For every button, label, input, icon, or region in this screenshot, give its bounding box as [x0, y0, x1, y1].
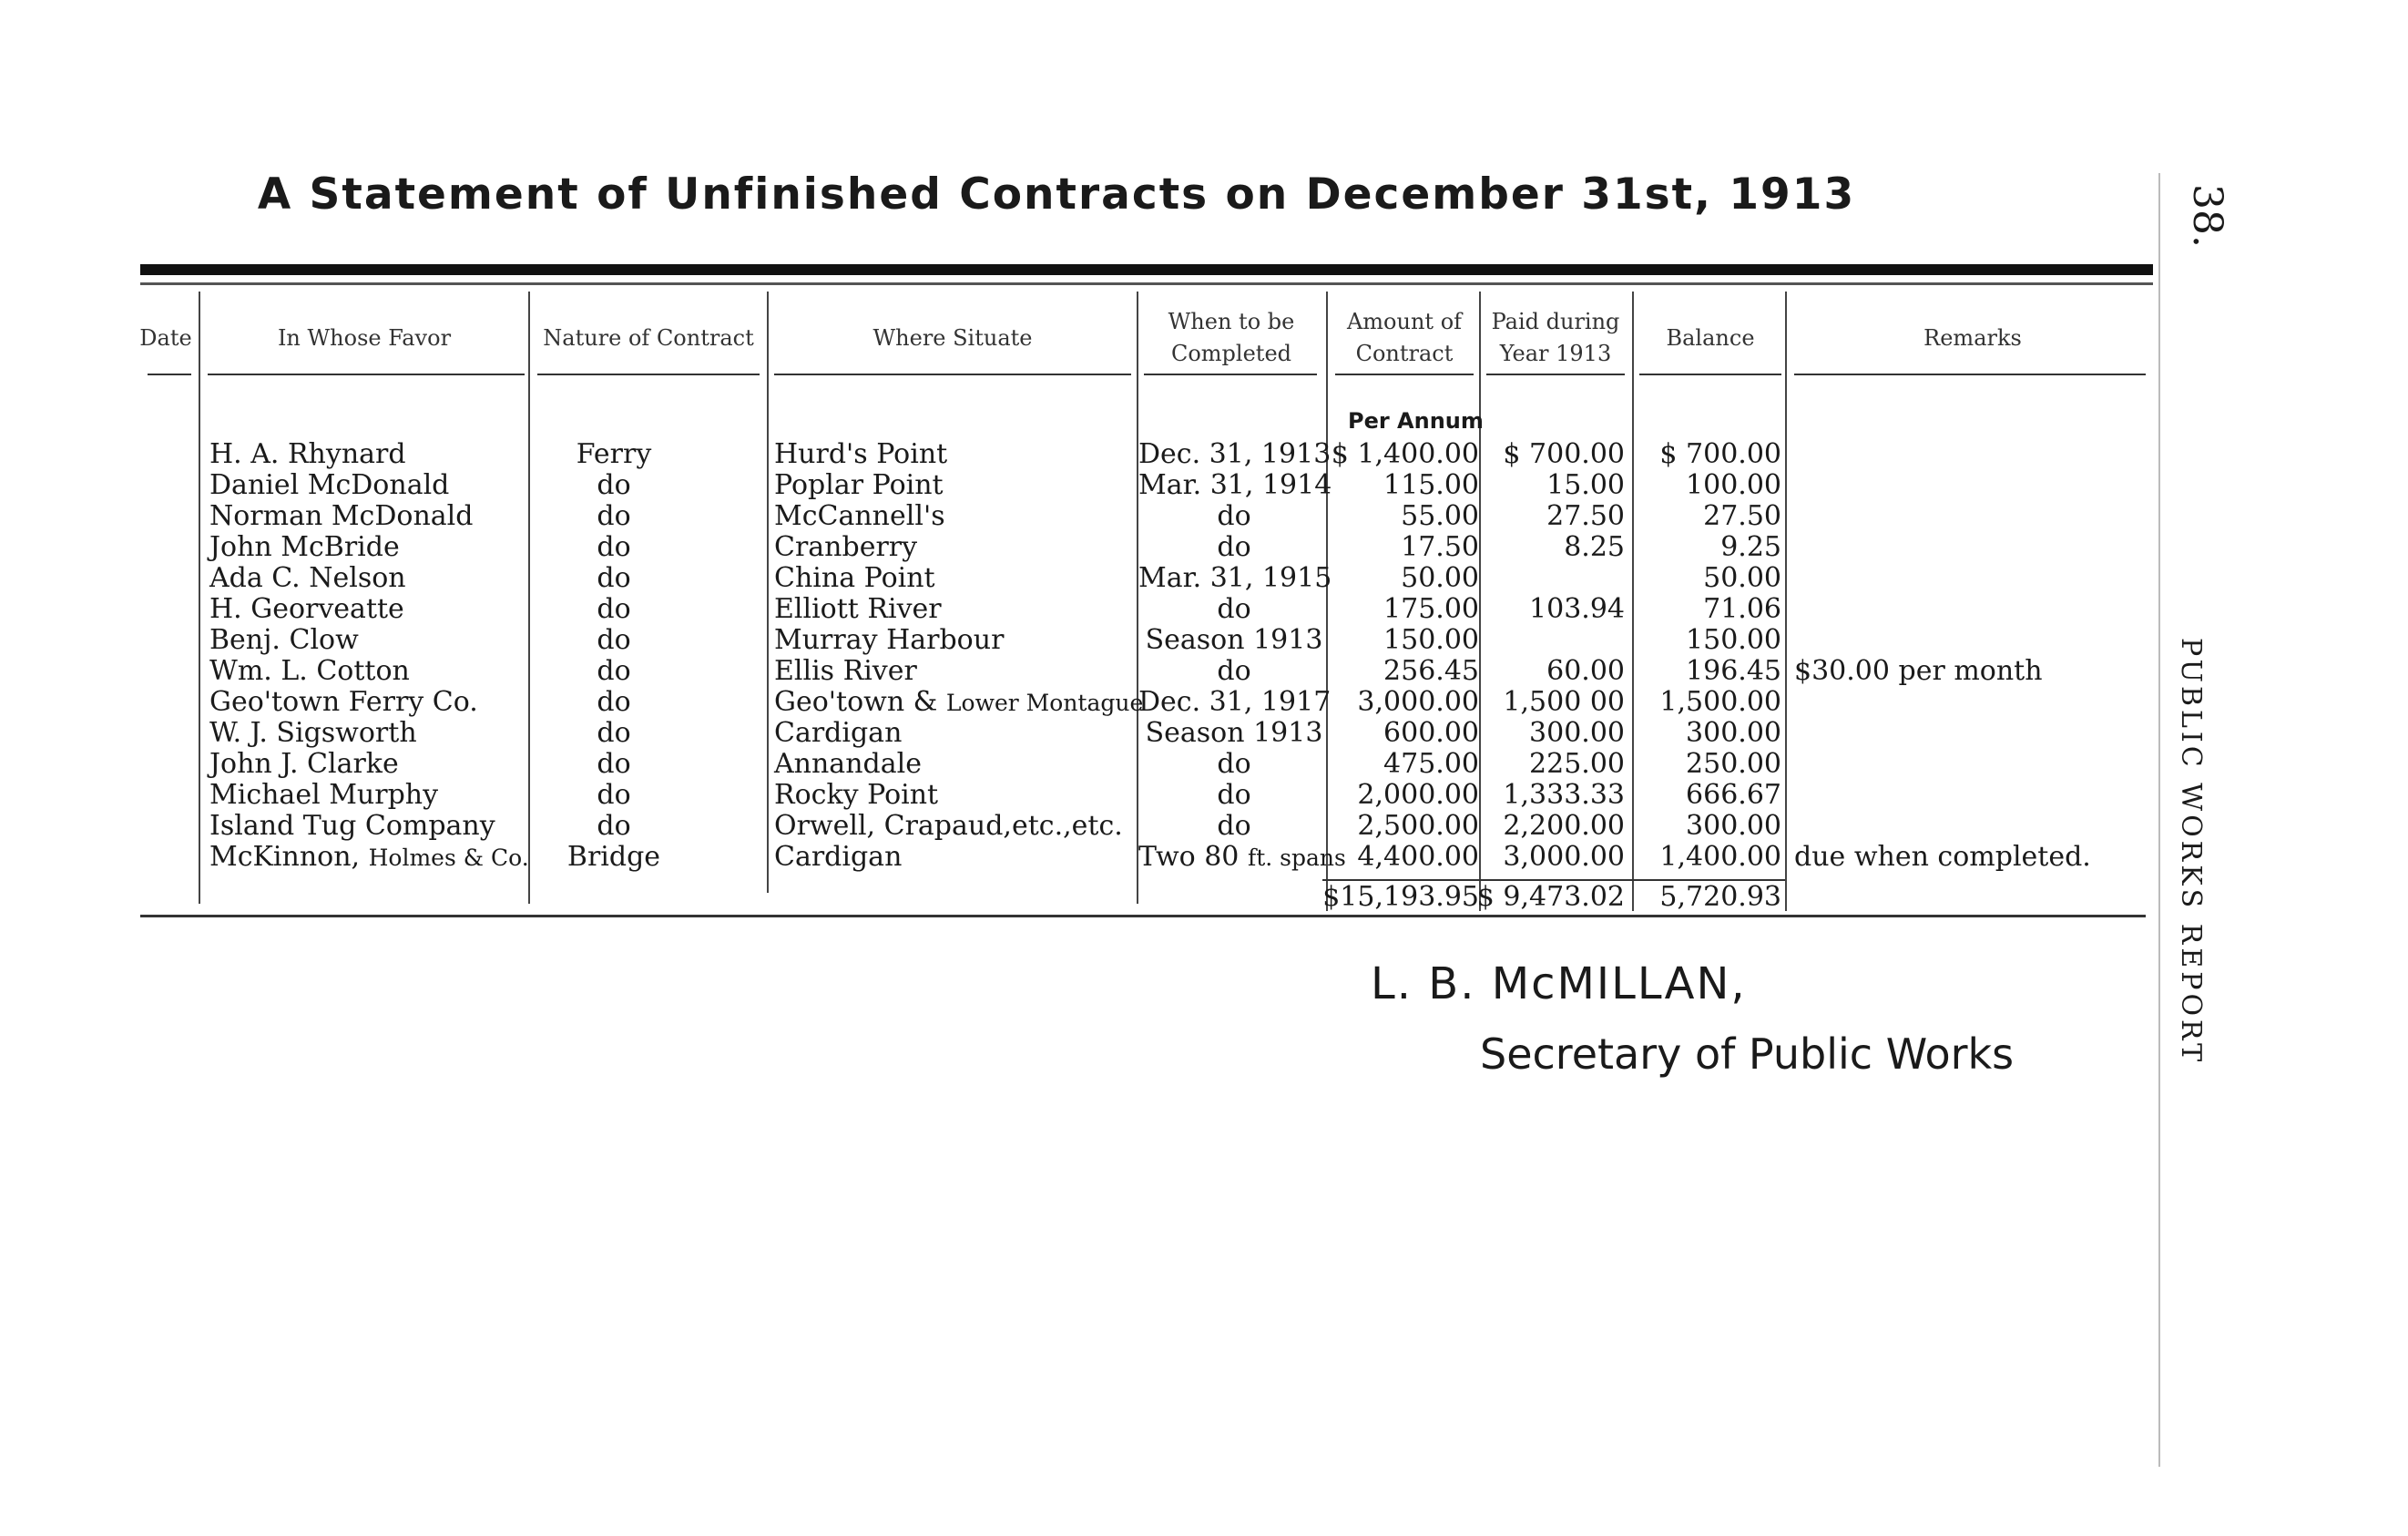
cell-balance: 9.25 — [1720, 531, 1781, 563]
cell-amount: 115.00 — [1383, 469, 1479, 501]
cell-favor — [209, 842, 529, 873]
cell-when-text-small: ft. spans — [1247, 845, 1346, 871]
cell-when: do — [1217, 748, 1251, 780]
cell-when: Dec. 31, 1913 — [1138, 438, 1332, 470]
cell-balance: 1,400.00 — [1659, 841, 1781, 873]
cell-nature: do — [597, 469, 631, 501]
cell-paid: 300.00 — [1529, 717, 1625, 749]
header-underline — [208, 374, 525, 375]
cell-amount: $ 1,400.00 — [1331, 438, 1479, 470]
cell-favor-text-small: Holmes & Co. — [368, 845, 529, 871]
cell-nature: do — [597, 717, 631, 749]
cell-amount: 50.00 — [1401, 562, 1479, 594]
header-underline — [1144, 374, 1317, 375]
cell-nature: do — [597, 562, 631, 594]
header-favor: In Whose Favor — [277, 324, 452, 351]
cell-where: China Point — [774, 562, 935, 594]
cell-where: Ellis River — [774, 655, 917, 687]
column-separator — [1632, 292, 1634, 911]
page-number: 38. — [2184, 184, 2230, 248]
cell-favor: Ada C. Nelson — [209, 562, 406, 594]
cell-favor: Daniel McDonald — [209, 469, 450, 501]
cell-balance: 250.00 — [1686, 748, 1781, 780]
cell-paid: 3,000.00 — [1503, 841, 1625, 873]
header-underline — [774, 374, 1131, 375]
cell-favor: Michael Murphy — [209, 779, 439, 811]
cell-nature: Bridge — [566, 841, 661, 873]
header-underline — [1639, 374, 1781, 375]
cell-where: Hurd's Point — [774, 438, 948, 470]
signature-title: Secretary of Public Works — [1480, 1029, 2015, 1079]
cell-when-text: Two 80 — [1138, 841, 1248, 873]
cell-nature: Ferry — [576, 438, 652, 470]
cell-nature: do — [597, 593, 631, 625]
total-paid: $ 9,473.02 — [1476, 881, 1625, 913]
column-separator — [767, 292, 769, 893]
column-separator — [1785, 292, 1787, 911]
cell-where: Murray Harbour — [774, 624, 1005, 656]
cell-favor: H. Georveatte — [209, 593, 404, 625]
cell-balance: 50.00 — [1703, 562, 1781, 594]
cell-favor: Wm. L. Cotton — [209, 655, 410, 687]
header-underline — [1335, 374, 1474, 375]
cell-where — [774, 687, 1143, 718]
cell-paid: 1,500 00 — [1503, 686, 1625, 718]
cell-when: do — [1217, 655, 1251, 687]
cell-where: Annandale — [774, 748, 922, 780]
cell-paid: 1,333.33 — [1503, 779, 1625, 811]
cell-amount: 17.50 — [1401, 531, 1479, 563]
per-annum-label: Per Annum — [1348, 408, 1484, 434]
cell-nature: do — [597, 624, 631, 656]
header-underline — [148, 374, 191, 375]
cell-when — [1138, 841, 1346, 873]
cell-balance: 27.50 — [1703, 500, 1781, 532]
page-edge-rule — [2158, 173, 2160, 1467]
cell-favor: Norman McDonald — [209, 500, 474, 532]
cell-amount: 2,500.00 — [1357, 810, 1479, 842]
page-title: A Statement of Unfinished Contracts on December 31st, 1913 — [257, 169, 1856, 220]
cell-balance: 150.00 — [1686, 624, 1781, 656]
column-separator — [528, 292, 530, 904]
header-remarks: Remarks — [1923, 324, 2022, 351]
cell-amount: 4,400.00 — [1357, 841, 1479, 873]
cell-paid: 103.94 — [1529, 593, 1625, 625]
cell-amount: 600.00 — [1383, 717, 1479, 749]
cell-paid: 8.25 — [1564, 531, 1625, 563]
cell-nature: do — [597, 686, 631, 718]
cell-amount: 475.00 — [1383, 748, 1479, 780]
cell-amount: 3,000.00 — [1357, 686, 1479, 718]
cell-where: Elliott River — [774, 593, 942, 625]
cell-paid: 2,200.00 — [1503, 810, 1625, 842]
cell-when: Dec. 31, 1917 — [1138, 686, 1332, 718]
cell-favor: Benj. Clow — [209, 624, 359, 656]
cell-favor: Geo'town Ferry Co. — [209, 686, 478, 718]
header-underline — [537, 374, 760, 375]
cell-where-text-small: Lower Montague — [945, 690, 1144, 716]
cell-nature: do — [597, 810, 631, 842]
cell-where-text: Geo'town & — [774, 686, 946, 718]
table-bottom-rule — [140, 915, 2146, 917]
cell-where: Cardigan — [774, 841, 903, 873]
cell-nature: do — [597, 748, 631, 780]
cell-paid: 15.00 — [1546, 469, 1625, 501]
cell-nature: do — [597, 531, 631, 563]
header-paid: Paid during Year 1913 — [1491, 309, 1620, 366]
cell-nature: do — [597, 500, 631, 532]
cell-favor: John J. Clarke — [209, 748, 399, 780]
header-underline — [1794, 374, 2146, 375]
header-amount: Amount of Contract — [1346, 309, 1463, 366]
header-nature: Nature of Contract — [543, 324, 754, 351]
cell-when: Mar. 31, 1915 — [1138, 562, 1332, 594]
cell-when: do — [1217, 810, 1251, 842]
total-balance: 5,720.93 — [1659, 881, 1781, 913]
total-amount: $15,193.95 — [1322, 881, 1479, 913]
header-underline — [1486, 374, 1625, 375]
cell-when: do — [1217, 779, 1251, 811]
cell-favor: Island Tug Company — [209, 810, 495, 842]
cell-nature: do — [597, 779, 631, 811]
cell-balance: 196.45 — [1686, 655, 1781, 687]
header-balance: Balance — [1666, 324, 1755, 351]
cell-favor-text: McKinnon, — [209, 841, 369, 873]
column-separator — [199, 292, 200, 904]
cell-when: do — [1217, 500, 1251, 532]
cell-amount: 175.00 — [1383, 593, 1479, 625]
cell-nature: do — [597, 655, 631, 687]
cell-where: McCannell's — [774, 500, 945, 532]
header-where: Where Situate — [872, 324, 1033, 351]
cell-favor: John McBride — [209, 531, 400, 563]
cell-paid: $ 700.00 — [1503, 438, 1625, 470]
header-date: Date — [139, 324, 192, 351]
cell-balance: 300.00 — [1686, 717, 1781, 749]
cell-balance: 300.00 — [1686, 810, 1781, 842]
cell-balance: 666.67 — [1686, 779, 1781, 811]
cell-where: Poplar Point — [774, 469, 944, 501]
cell-remarks: due when completed. — [1794, 841, 2091, 873]
cell-when: Season 1913 — [1145, 624, 1323, 656]
title-rule-thin — [140, 282, 2153, 285]
cell-amount: 150.00 — [1383, 624, 1479, 656]
title-rule-thick — [140, 264, 2153, 275]
cell-when: do — [1217, 593, 1251, 625]
cell-favor: H. A. Rhynard — [209, 438, 406, 470]
side-caption: PUBLIC WORKS REPORT — [2175, 638, 2207, 1066]
column-separator — [1479, 292, 1481, 911]
cell-paid: 60.00 — [1546, 655, 1625, 687]
cell-amount: 55.00 — [1401, 500, 1479, 532]
cell-amount: 2,000.00 — [1357, 779, 1479, 811]
cell-paid: 225.00 — [1529, 748, 1625, 780]
signature-name: L. B. McMILLAN, — [1371, 958, 1747, 1009]
cell-where: Orwell, Crapaud,etc.,etc. — [774, 810, 1123, 842]
cell-balance: 71.06 — [1703, 593, 1781, 625]
cell-balance: 1,500.00 — [1659, 686, 1781, 718]
cell-where: Rocky Point — [774, 779, 939, 811]
cell-when: Season 1913 — [1145, 717, 1323, 749]
cell-favor: W. J. Sigsworth — [209, 717, 417, 749]
cell-balance: 100.00 — [1686, 469, 1781, 501]
header-when: When to be Completed — [1168, 309, 1295, 366]
cell-paid: 27.50 — [1546, 500, 1625, 532]
cell-remarks: $30.00 per month — [1794, 655, 2043, 687]
cell-amount: 256.45 — [1383, 655, 1479, 687]
cell-balance: $ 700.00 — [1659, 438, 1781, 470]
cell-where: Cardigan — [774, 717, 903, 749]
cell-where: Cranberry — [774, 531, 918, 563]
cell-when: Mar. 31, 1914 — [1138, 469, 1332, 501]
cell-when: do — [1217, 531, 1251, 563]
